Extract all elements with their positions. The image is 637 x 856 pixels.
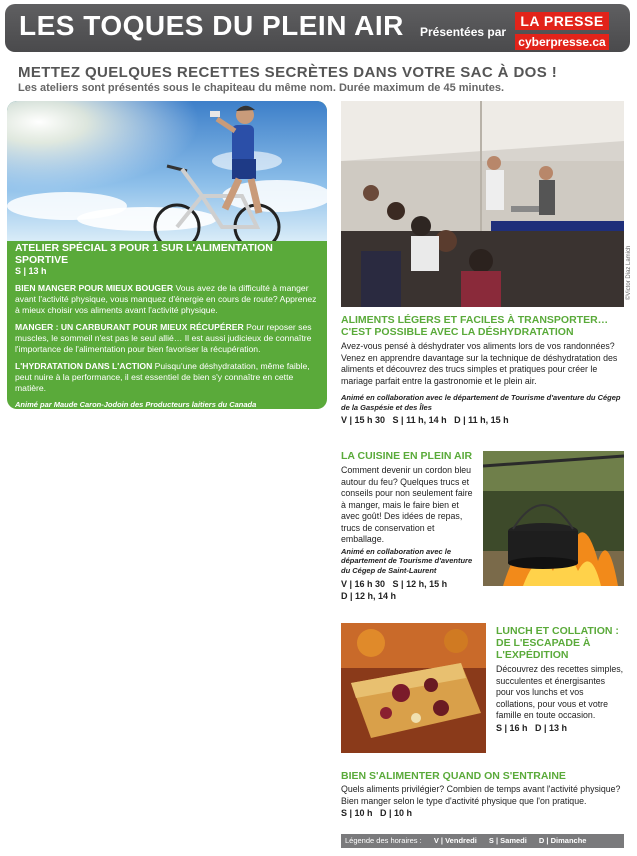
cooking-schedule-2: D | 12 h, 14 h bbox=[341, 591, 397, 601]
sport-workshop-card bbox=[7, 101, 327, 409]
sport-p3-heading: L'HYDRATATION DANS L'ACTION bbox=[15, 361, 153, 371]
cyberpresse-logo: cyberpresse.ca bbox=[515, 34, 609, 50]
dehydration-section bbox=[341, 314, 623, 426]
header-bar bbox=[5, 4, 630, 52]
schedule-legend bbox=[341, 834, 624, 848]
training-title: BIEN S'ALIMENTER QUAND ON S'ENTRAINE bbox=[341, 770, 566, 782]
granola-bar-photo bbox=[341, 623, 486, 753]
sport-p1-heading: BIEN MANGER POUR MIEUX BOUGER bbox=[15, 283, 174, 293]
dehydration-schedule: V | 15 h 30 S | 11 h, 14 h D | 11 h, 15 h bbox=[341, 415, 509, 425]
cooking-credit: Animé en collaboration avec le département de Tourisme d'aventure du Cégep de Saint-Laurent bbox=[341, 546, 473, 575]
sport-workshop-text bbox=[15, 242, 323, 409]
lunch-title-3: L'EXPÉDITION bbox=[496, 649, 569, 661]
sport-credit: Animé par Maude Caron-Jodoin des Producteurs laitiers du Canada bbox=[15, 400, 257, 409]
la-presse-logo: LA PRESSE bbox=[515, 12, 609, 30]
sport-paragraph-3 bbox=[15, 361, 323, 394]
dehydration-title-2: C'EST POSSIBLE AVEC LA DÉSHYDRATATION bbox=[341, 326, 574, 338]
cooking-text: Comment devenir un cordon bleu autour du feu? Quelques trucs et conseils pour non seulement faire à manger, mais le faire bien et avec goût! Des idées de repas, trucs de conservation et emballage. bbox=[341, 465, 473, 544]
presented-by-label: Présentées par bbox=[420, 25, 507, 39]
training-section bbox=[341, 770, 624, 819]
sport-p3-text: Puisqu'une déshydratation, même faible, peut nuire à la performance, il est essentiel de bien s'y connaître en cette matière. bbox=[15, 361, 310, 393]
campfire-pot-photo bbox=[483, 451, 624, 586]
training-schedule: S | 10 h D | 10 h bbox=[341, 808, 413, 818]
sport-workshop-time: S | 13 h bbox=[15, 266, 47, 276]
lunch-text: Découvrez des recettes simples, succulentes et énergisantes pour vos lunchs et vos collations, pour vous et votre famille en toute occasion. bbox=[496, 664, 624, 720]
photo-credit: ©Victor Diaz Lamich bbox=[626, 245, 632, 300]
sport-p1-text: Vous avez de la difficulté à manger avant l'activité physique, vous manquez d'énergie en cours de route? Apprenez à mieux choisir vos aliments avant l'activité physique. bbox=[15, 283, 317, 315]
cooking-title: LA CUISINE EN PLEIN AIR bbox=[341, 450, 473, 462]
lunch-title-1: LUNCH ET COLLATION : bbox=[496, 625, 619, 637]
dehydration-credit: Animé en collaboration avec le département de Tourisme d'aventure du Cégep de la Gaspésie et des Îles bbox=[341, 393, 621, 412]
sport-paragraph-2 bbox=[15, 322, 323, 355]
cyclist-photo bbox=[7, 101, 327, 241]
intro-subline: Les ateliers sont présentés sous le chapiteau du même nom. Durée maximum de 45 minutes. bbox=[18, 82, 504, 94]
legend-saturday: S | Samedi bbox=[488, 836, 527, 845]
legend-sunday: D | Dimanche bbox=[538, 836, 587, 845]
dehydration-text: Avez-vous pensé à déshydrater vos aliments lors de vos randonnées? Venez en apprendre davantage sur la technique de déshydratation des aliments et découvrez des trucs simples et pratiques pour créer le mariage parfait entre la gastronomie et le plein air. bbox=[341, 341, 618, 386]
workshop-tent-photo bbox=[341, 101, 624, 307]
intro-headline: METTEZ QUELQUES RECETTES SECRÈTES DANS VOTRE SAC À DOS ! bbox=[18, 64, 558, 81]
legend-friday: V | Vendredi bbox=[433, 836, 477, 845]
page-title: LES TOQUES DU PLEIN AIR bbox=[19, 10, 404, 41]
sport-paragraph-1 bbox=[15, 283, 323, 316]
dehydration-title-1: ALIMENTS LÉGERS ET FACILES À TRANSPORTER… bbox=[341, 314, 609, 326]
cooking-schedule-1: V | 16 h 30 S | 12 h, 15 h bbox=[341, 579, 448, 589]
sport-p2-heading: MANGER : UN CARBURANT POUR MIEUX RÉCUPÉRER bbox=[15, 322, 244, 332]
training-text: Quels aliments privilégier? Combien de temps avant l'activité physique? Bien manger selon le type d'activité physique que l'on pratique. bbox=[341, 784, 621, 806]
sport-workshop-title: ATELIER SPÉCIAL 3 POUR 1 SUR L'ALIMENTATION SPORTIVE bbox=[15, 242, 273, 266]
lunch-schedule: S | 16 h D | 13 h bbox=[496, 722, 568, 733]
lunch-section bbox=[496, 625, 624, 734]
lunch-title-2: DE L'ESCAPADE À bbox=[496, 637, 591, 649]
legend-label: Légende des horaires : bbox=[345, 836, 422, 845]
sport-p2-text: Pour reposer ses muscles, le sommeil n'est pas le seul allié… Il est aussi judicieux de connaître l'importance de l'alimentation pour bien favoriser la récupération. bbox=[15, 322, 312, 354]
outdoor-cooking-section bbox=[341, 450, 479, 602]
